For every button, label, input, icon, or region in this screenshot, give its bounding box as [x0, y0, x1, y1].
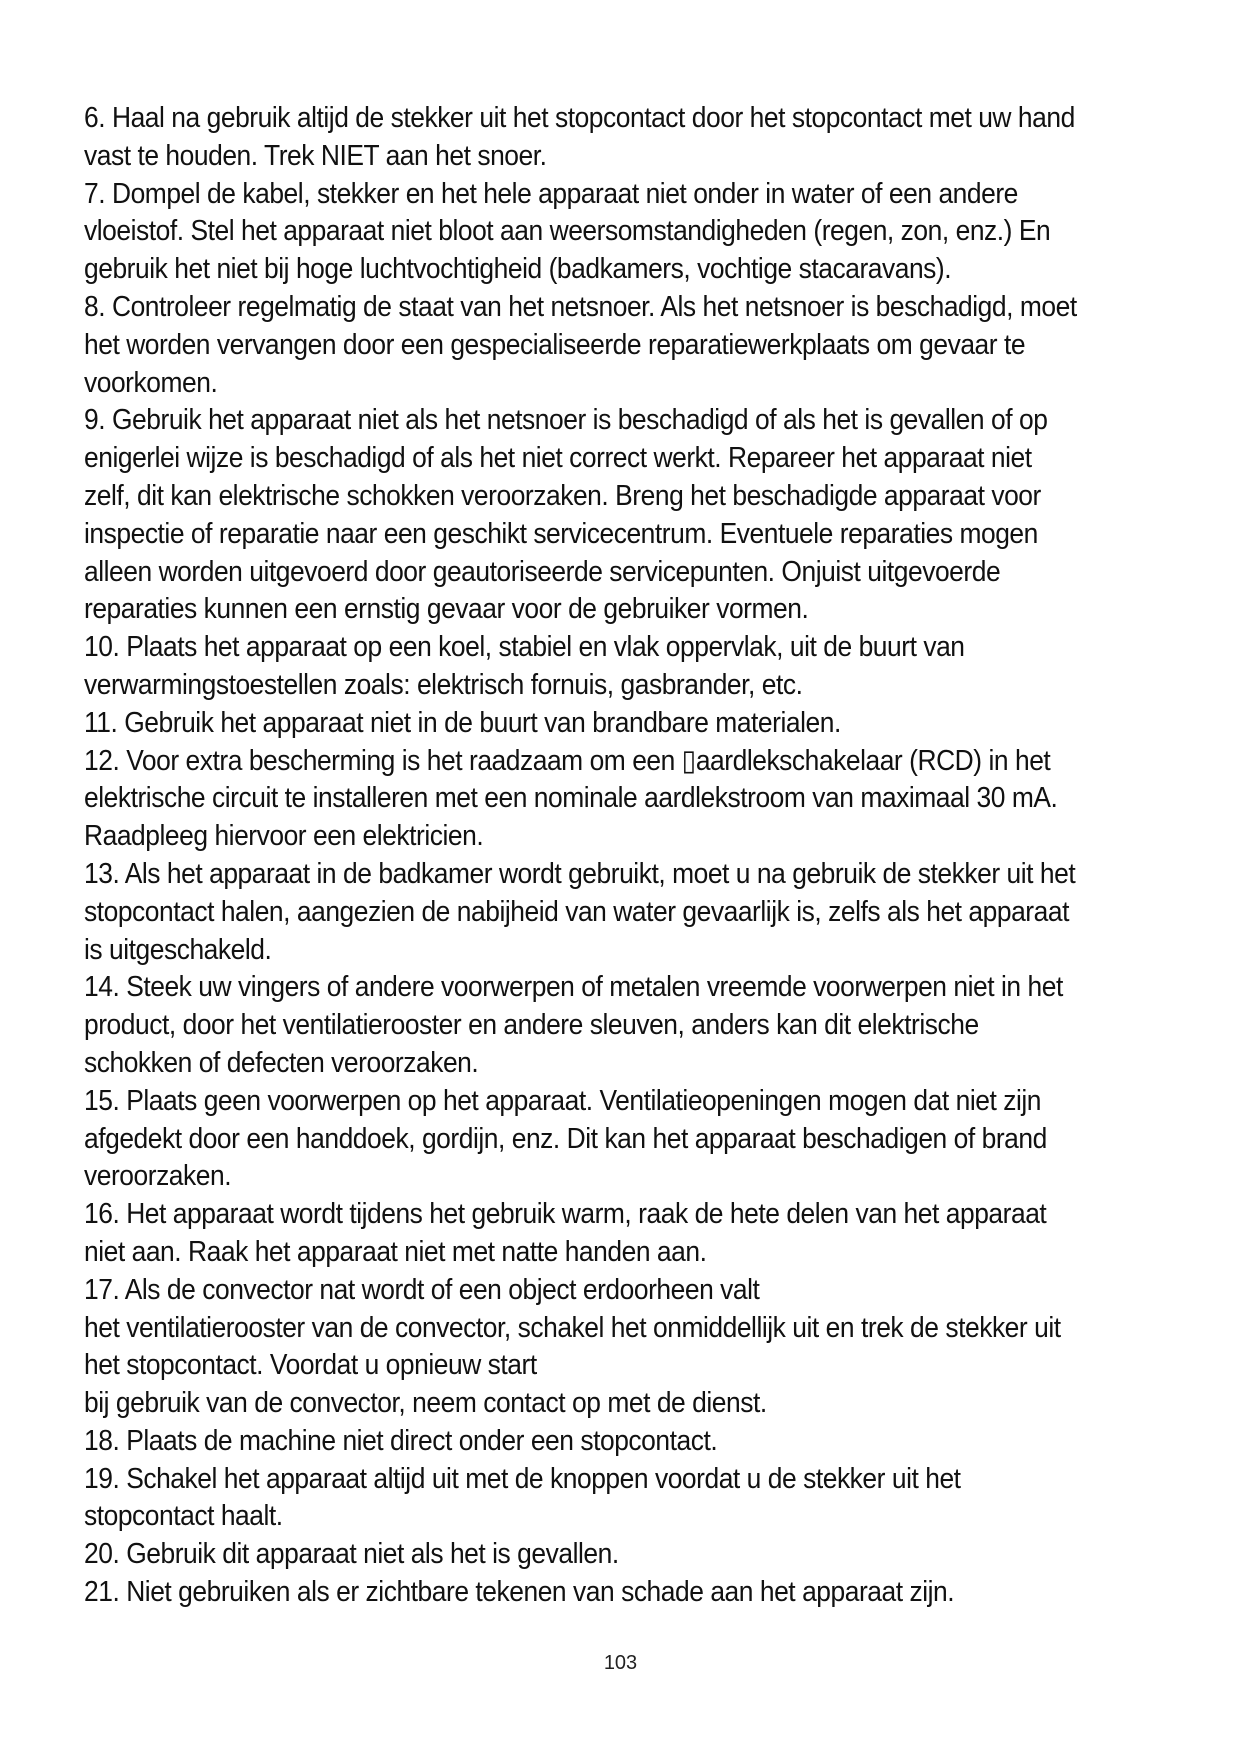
text-line: 11. Gebruik het apparaat niet in de buurt van brandbare materialen. — [84, 706, 841, 739]
text-line: 9. Gebruik het apparaat niet als het netsnoer is beschadigd of als het is gevallen of op — [84, 404, 1048, 437]
text-line: vast te houden. Trek NIET aan het snoer. — [84, 139, 547, 172]
text-line: alleen worden uitgevoerd door geautoriseerde servicepunten. Onjuist uitgevoerde — [84, 555, 1001, 588]
text-line: 14. Steek uw vingers of andere voorwerpen of metalen vreemde voorwerpen niet in het — [84, 971, 1063, 1004]
text-line: 8. Controleer regelmatig de staat van het netsnoer. Als het netsnoer is beschadigd, moet — [84, 290, 1077, 323]
text-line: 19. Schakel het apparaat altijd uit met de knoppen voordat u de stekker uit het — [84, 1462, 961, 1495]
text-line: enigerlei wijze is beschadigd of als het niet correct werkt. Repareer het apparaat niet — [84, 442, 1032, 475]
text-line: 18. Plaats de machine niet direct onder een stopcontact. — [84, 1424, 718, 1457]
text-line: 21. Niet gebruiken als er zichtbare tekenen van schade aan het apparaat zijn. — [84, 1576, 955, 1609]
safety-instructions-text — [84, 100, 1076, 1612]
text-line: gebruik het niet bij hoge luchtvochtigheid (badkamers, vochtige stacaravans). — [84, 253, 952, 286]
text-line: inspectie of reparatie naar een geschikt servicecentrum. Eventuele reparaties mogen — [84, 517, 1038, 550]
text-line: veroorzaken. — [84, 1160, 232, 1193]
text-line: niet aan. Raak het apparaat niet met natte handen aan. — [84, 1235, 707, 1268]
text-line: stopcontact halen, aangezien de nabijheid van water gevaarlijk is, zelfs als het apparaat — [84, 895, 1069, 928]
text-line: 13. Als het apparaat in de badkamer wordt gebruikt, moet u na gebruik de stekker uit het — [84, 857, 1076, 890]
text-line: voorkomen. — [84, 366, 218, 399]
text-line: elektrische circuit te installeren met een nominale aardlekstroom van maximaal 30 mA. — [84, 782, 1058, 815]
text-line: 20. Gebruik dit apparaat niet als het is gevallen. — [84, 1538, 619, 1571]
text-line: 15. Plaats geen voorwerpen op het apparaat. Ventilatieopeningen mogen dat niet zijn — [84, 1084, 1041, 1117]
text-line: 12. Voor extra bescherming is het raadzaam om een ▯aardlekschakelaar (RCD) in het — [84, 744, 1051, 777]
text-line: product, door het ventilatierooster en andere sleuven, anders kan dit elektrische — [84, 1009, 979, 1042]
text-line: 16. Het apparaat wordt tijdens het gebruik warm, raak de hete delen van het apparaat — [84, 1198, 1047, 1231]
text-line: bij gebruik van de convector, neem contact op met de dienst. — [84, 1387, 767, 1420]
text-line: het worden vervangen door een gespecialiseerde reparatiewerkplaats om gevaar te — [84, 328, 1026, 361]
text-line: stopcontact haalt. — [84, 1500, 283, 1533]
text-line: 6. Haal na gebruik altijd de stekker uit het stopcontact door het stopcontact met uw hand — [84, 102, 1075, 134]
text-line: het ventilatierooster van de convector, schakel het onmiddellijk uit en trek de stekker uit — [84, 1311, 1061, 1344]
text-line: zelf, dit kan elektrische schokken veroorzaken. Breng het beschadigde apparaat voor — [84, 479, 1041, 512]
text-line: vloeistof. Stel het apparaat niet bloot aan weersomstandigheden (regen, zon, enz.) En — [84, 215, 1051, 248]
text-line: het stopcontact. Voordat u opnieuw start — [84, 1349, 537, 1382]
page-number: 103 — [603, 1652, 638, 1674]
text-line: is uitgeschakeld. — [84, 933, 272, 966]
text-line: 17. Als de convector nat wordt of een object erdoorheen valt — [84, 1273, 760, 1306]
text-line: afgedekt door een handdoek, gordijn, enz. Dit kan het apparaat beschadigen of brand — [84, 1122, 1047, 1155]
text-line: Raadpleeg hiervoor een elektricien. — [84, 820, 484, 853]
text-line: schokken of defecten veroorzaken. — [84, 1046, 479, 1079]
text-line: 10. Plaats het apparaat op een koel, stabiel en vlak oppervlak, uit de buurt van — [84, 631, 965, 664]
text-line: reparaties kunnen een ernstig gevaar voor de gebruiker vormen. — [84, 593, 809, 626]
text-line: verwarmingstoestellen zoals: elektrisch fornuis, gasbrander, etc. — [84, 668, 803, 701]
text-line: 7. Dompel de kabel, stekker en het hele apparaat niet onder in water of een andere — [84, 177, 1018, 210]
